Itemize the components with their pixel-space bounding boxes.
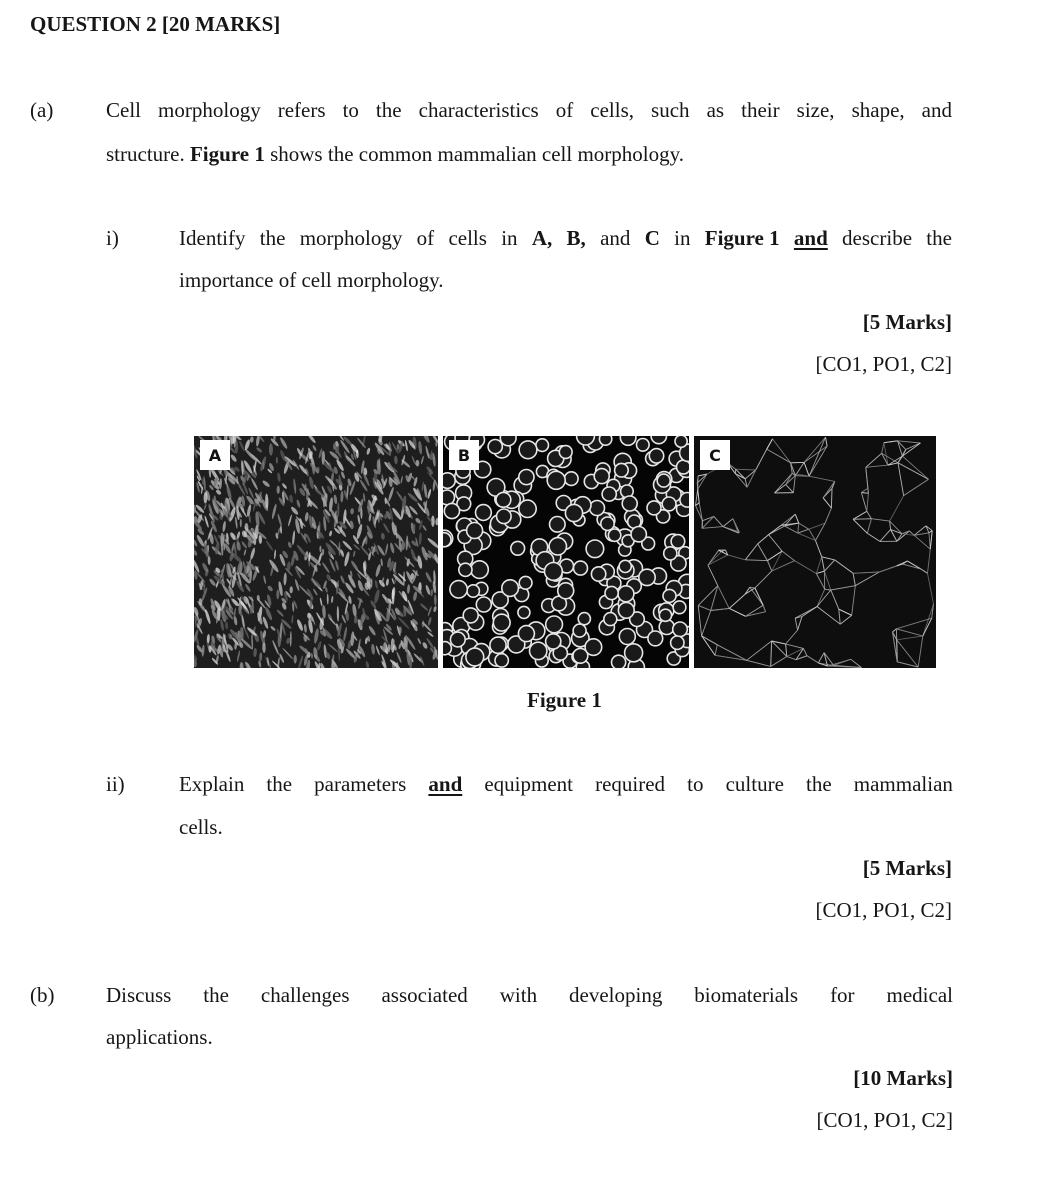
word: the xyxy=(926,226,952,250)
figure-panel-c xyxy=(694,436,936,668)
word: Identify xyxy=(179,226,246,250)
part-b-line2: applications. xyxy=(106,1025,213,1049)
word: for xyxy=(830,983,855,1007)
part-b-outcomes: [CO1, PO1, C2] xyxy=(816,1108,953,1132)
sub-ii-marks: [5 Marks] xyxy=(862,856,952,880)
part-b-line1 xyxy=(106,983,953,1007)
word: in xyxy=(501,226,518,250)
sub-ii-line1 xyxy=(179,772,953,796)
word: equipment xyxy=(484,772,573,796)
word: cells xyxy=(448,226,487,250)
word: the xyxy=(259,226,286,250)
word: challenges xyxy=(260,983,350,1007)
word: to xyxy=(687,772,704,796)
panel-c-micrograph xyxy=(694,436,936,668)
word-bold: B, xyxy=(566,226,586,250)
word: the xyxy=(203,983,229,1007)
word-bold: A, xyxy=(531,226,553,250)
word-bold: C xyxy=(644,226,660,250)
part-a-line2 xyxy=(106,142,684,166)
word: required xyxy=(595,772,666,796)
word: with xyxy=(499,983,538,1007)
panel-c-label: C xyxy=(700,440,730,470)
sub-ii-outcomes: [CO1, PO1, C2] xyxy=(815,898,952,922)
word: biomaterials xyxy=(694,983,799,1007)
word: medical xyxy=(886,983,953,1007)
word: Explain xyxy=(179,772,245,796)
word: describe xyxy=(842,226,913,250)
figure-reference: Figure 1 xyxy=(704,226,780,250)
part-a-line2-post: shows the common mammalian cell morphology. xyxy=(270,142,684,166)
word: Discuss xyxy=(106,983,172,1007)
part-b-marks: [10 Marks] xyxy=(853,1066,953,1090)
part-a-line2-pre: structure. xyxy=(106,142,185,166)
sub-ii-label: ii) xyxy=(106,772,125,796)
word: parameters xyxy=(314,772,407,796)
part-a-label: (a) xyxy=(30,98,54,122)
part-a-line1 xyxy=(106,98,952,122)
word-underlined: and xyxy=(428,772,463,796)
figure-panel-b xyxy=(443,436,689,668)
sub-i-line2: importance of cell morphology. xyxy=(179,268,444,292)
word: and xyxy=(600,226,631,250)
sub-i-label: i) xyxy=(106,226,119,250)
word: developing xyxy=(569,983,663,1007)
sub-ii-line2: cells. xyxy=(179,815,223,839)
word: in xyxy=(674,226,691,250)
sub-i-outcomes: [CO1, PO1, C2] xyxy=(815,352,952,376)
word-underlined: and xyxy=(793,226,828,250)
sub-i-marks: [5 Marks] xyxy=(862,310,952,334)
panel-a-label: A xyxy=(200,440,230,470)
panel-b-micrograph xyxy=(443,436,689,668)
word: of xyxy=(416,226,435,250)
word: the xyxy=(806,772,832,796)
figure-caption: Figure 1 xyxy=(527,688,602,712)
sub-i-line1 xyxy=(179,226,952,250)
part-a-line1-text: Cell morphology refers to the characteristics of cells, such as their size, shape, and xyxy=(106,98,952,122)
panel-a-micrograph xyxy=(194,436,438,668)
word: the xyxy=(266,772,293,796)
figure-panel-a xyxy=(194,436,438,668)
part-b-label: (b) xyxy=(30,983,55,1007)
word: associated xyxy=(381,983,468,1007)
figure-reference: Figure 1 xyxy=(189,142,265,166)
panel-b-label: B xyxy=(449,440,479,470)
word: mammalian xyxy=(853,772,953,796)
question-heading: QUESTION 2 [20 MARKS] xyxy=(30,12,281,36)
word: morphology xyxy=(299,226,403,250)
word: culture xyxy=(725,772,784,796)
